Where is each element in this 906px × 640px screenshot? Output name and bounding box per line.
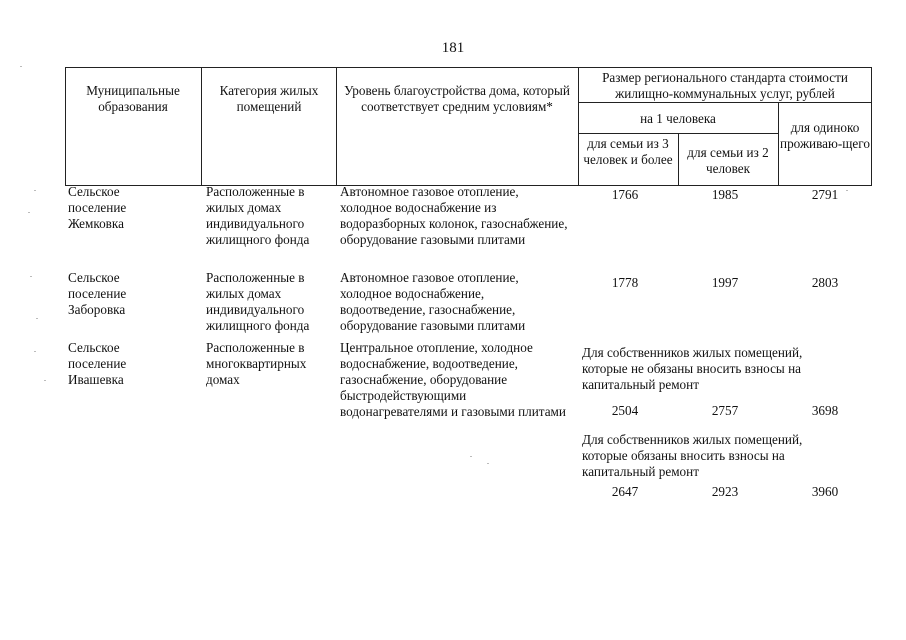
scan-speckle [30,276,32,277]
col-divider-2 [336,67,337,185]
header-per-person: на 1 человека [640,111,716,126]
scan-speckle [44,380,46,381]
row3a-family3-value: 2504 [611,403,639,418]
row2-single-value: 2803 [811,275,839,290]
row1-municipality: Сельское поселение Жемковка [68,184,127,231]
header-divider-per-person [578,102,872,103]
row1-family3-value: 1766 [611,187,639,202]
row1-category: Расположенные в жилых домах индивидуального жилищного фонда [206,184,310,247]
row3-note-capital-repair: Для собственников жилых помещений, которые обязаны вносить взносы на капитальный ремонт [582,432,803,479]
row1-family2-value: 1985 [711,187,739,202]
col-divider-5 [778,102,779,185]
row3-level: Центральное отопление, холодное водоснабжение, водоотведение, газоснабжение, оборудование быстродействующими водонагревателями и газовыми плитами [340,340,566,419]
row1-single-value: 2791 [811,187,839,202]
scan-speckle [20,66,22,67]
col-divider-1 [201,67,202,185]
header-family-3: для семьи из 3 человек и более [583,136,673,167]
row3-municipality: Сельское поселение Ивашевка [68,340,127,387]
row2-family2-value: 1997 [711,275,739,290]
row3-category: Расположенные в многоквартирных домах [206,340,307,387]
header-single: для одиноко проживаю-щего [780,120,870,151]
row3a-family2-value: 2757 [711,403,739,418]
scan-speckle [28,212,30,213]
table-top-border [65,67,872,68]
scan-speckle [846,190,848,191]
scan-speckle [36,318,38,319]
row2-category: Расположенные в жилых домах индивидуального жилищного фонда [206,270,310,333]
row3b-single-value: 3960 [811,484,839,499]
scan-speckle [34,190,36,191]
header-municipality: Муниципальные образования [86,83,180,114]
header-level: Уровень благоустройства дома, который соответствует средним условиям* [344,83,570,114]
row2-level: Автономное газовое отопление, холодное водоснабжение, водоотведение, газоснабжение, оборудование газовыми плитами [340,270,526,333]
table-right-border [871,67,872,185]
table-left-border [65,67,66,185]
row3a-single-value: 3698 [811,403,839,418]
col-divider-4 [678,133,679,185]
scan-speckle [34,351,36,352]
header-family-2: для семьи из 2 человек [687,145,769,176]
row2-family3-value: 1778 [611,275,639,290]
scan-speckle [470,456,472,457]
row3b-family3-value: 2647 [611,484,639,499]
row1-level: Автономное газовое отопление, холодное водоснабжение из водоразборных колонок, газоснабжение, оборудование газовыми плитами [340,184,568,247]
col-divider-3 [578,67,579,185]
row2-municipality: Сельское поселение Заборовка [68,270,127,317]
header-standard: Размер регионального стандарта стоимости жилищно-коммунальных услуг, рублей [602,70,848,101]
row3-note-no-capital-repair: Для собственников жилых помещений, которые не обязаны вносить взносы на капитальный ремонт [582,345,803,392]
header-category: Категория жилых помещений [219,83,319,114]
page-number: 181 [441,40,465,56]
scan-speckle [487,463,489,464]
row3b-family2-value: 2923 [711,484,739,499]
